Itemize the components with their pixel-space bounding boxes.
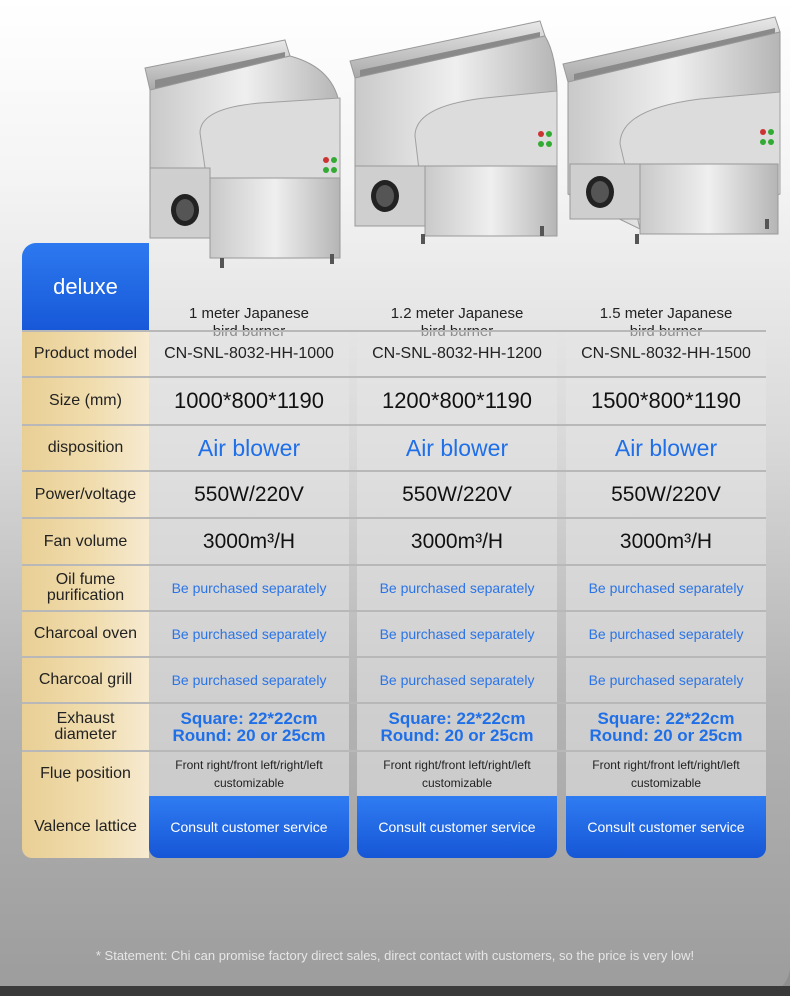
model-3: CN-SNL-8032-HH-1500 bbox=[566, 332, 766, 376]
bottom-strip bbox=[0, 986, 790, 996]
fan-volume-2: 3000m³/H bbox=[357, 519, 557, 564]
disposition-1: Air blower bbox=[149, 426, 349, 470]
label-exhaust-line1: Exhaust bbox=[56, 710, 115, 727]
product-name-2-line1: 1.2 meter Japanese bbox=[390, 304, 524, 322]
charcoal-grill-2: Be purchased separately bbox=[357, 658, 557, 702]
power-2: 550W/220V bbox=[357, 472, 557, 517]
size-1: 1000*800*1190 bbox=[149, 378, 349, 424]
label-oil-fume-line1: Oil fume bbox=[55, 571, 116, 588]
exhaust-round-2: Round: 20 or 25cm bbox=[380, 726, 534, 745]
label-fan-volume: Fan volume bbox=[22, 519, 149, 564]
label-size: Size (mm) bbox=[22, 378, 149, 424]
label-power-voltage: Power/voltage bbox=[22, 472, 149, 517]
exhaust-1 bbox=[149, 704, 349, 750]
power-1: 550W/220V bbox=[149, 472, 349, 517]
label-charcoal-grill: Charcoal grill bbox=[22, 658, 149, 702]
flue-1 bbox=[149, 752, 349, 796]
exhaust-2 bbox=[357, 704, 557, 750]
flue-2-line2: customizable bbox=[421, 776, 493, 790]
consult-customer-service-button-1[interactable]: Consult customer service bbox=[149, 796, 349, 858]
product-image-1m bbox=[140, 38, 350, 270]
size-2: 1200*800*1190 bbox=[357, 378, 557, 424]
label-exhaust-diameter bbox=[22, 704, 149, 750]
model-1: CN-SNL-8032-HH-1000 bbox=[149, 332, 349, 376]
consult-customer-service-button-3[interactable]: Consult customer service bbox=[566, 796, 766, 858]
flue-3 bbox=[566, 752, 766, 796]
flue-3-line1: Front right/front left/right/left bbox=[592, 758, 740, 772]
product-image-1-5m bbox=[560, 14, 782, 246]
label-oil-fume bbox=[22, 566, 149, 610]
product-image-1-2m bbox=[345, 16, 560, 246]
exhaust-square-3: Square: 22*22cm bbox=[597, 709, 735, 728]
oil-fume-2: Be purchased separately bbox=[357, 566, 557, 610]
flue-2-line1: Front right/front left/right/left bbox=[383, 758, 531, 772]
flue-3-line2: customizable bbox=[630, 776, 702, 790]
power-3: 550W/220V bbox=[566, 472, 766, 517]
exhaust-round-1: Round: 20 or 25cm bbox=[172, 726, 326, 745]
product-name-3-line1: 1.5 meter Japanese bbox=[599, 304, 733, 322]
label-valence-lattice: Valence lattice bbox=[22, 796, 149, 858]
flue-1-line1: Front right/front left/right/left bbox=[175, 758, 323, 772]
consult-customer-service-button-2[interactable]: Consult customer service bbox=[357, 796, 557, 858]
label-disposition: disposition bbox=[22, 426, 149, 470]
exhaust-square-2: Square: 22*22cm bbox=[388, 709, 526, 728]
disposition-3: Air blower bbox=[566, 426, 766, 470]
exhaust-square-1: Square: 22*22cm bbox=[180, 709, 318, 728]
label-flue-position: Flue position bbox=[22, 752, 149, 796]
flue-2 bbox=[357, 752, 557, 796]
size-3: 1500*800*1190 bbox=[566, 378, 766, 424]
product-name-1-line1: 1 meter Japanese bbox=[188, 304, 310, 322]
label-oil-fume-line2: purification bbox=[46, 587, 125, 604]
statement-footnote: * Statement: Chi can promise factory direct sales, direct contact with customers, so the price is very low! bbox=[95, 948, 695, 963]
model-2: CN-SNL-8032-HH-1200 bbox=[357, 332, 557, 376]
label-product-model: Product model bbox=[22, 332, 149, 376]
flue-1-line2: customizable bbox=[213, 776, 285, 790]
label-exhaust-line2: diameter bbox=[54, 726, 117, 743]
disposition-2: Air blower bbox=[357, 426, 557, 470]
label-charcoal-oven: Charcoal oven bbox=[22, 612, 149, 656]
oil-fume-3: Be purchased separately bbox=[566, 566, 766, 610]
charcoal-grill-3: Be purchased separately bbox=[566, 658, 766, 702]
charcoal-oven-3: Be purchased separately bbox=[566, 612, 766, 656]
exhaust-3 bbox=[566, 704, 766, 750]
charcoal-oven-1: Be purchased separately bbox=[149, 612, 349, 656]
fan-volume-3: 3000m³/H bbox=[566, 519, 766, 564]
deluxe-header: deluxe bbox=[22, 243, 149, 330]
charcoal-oven-2: Be purchased separately bbox=[357, 612, 557, 656]
charcoal-grill-1: Be purchased separately bbox=[149, 658, 349, 702]
oil-fume-1: Be purchased separately bbox=[149, 566, 349, 610]
exhaust-round-3: Round: 20 or 25cm bbox=[589, 726, 743, 745]
fan-volume-1: 3000m³/H bbox=[149, 519, 349, 564]
